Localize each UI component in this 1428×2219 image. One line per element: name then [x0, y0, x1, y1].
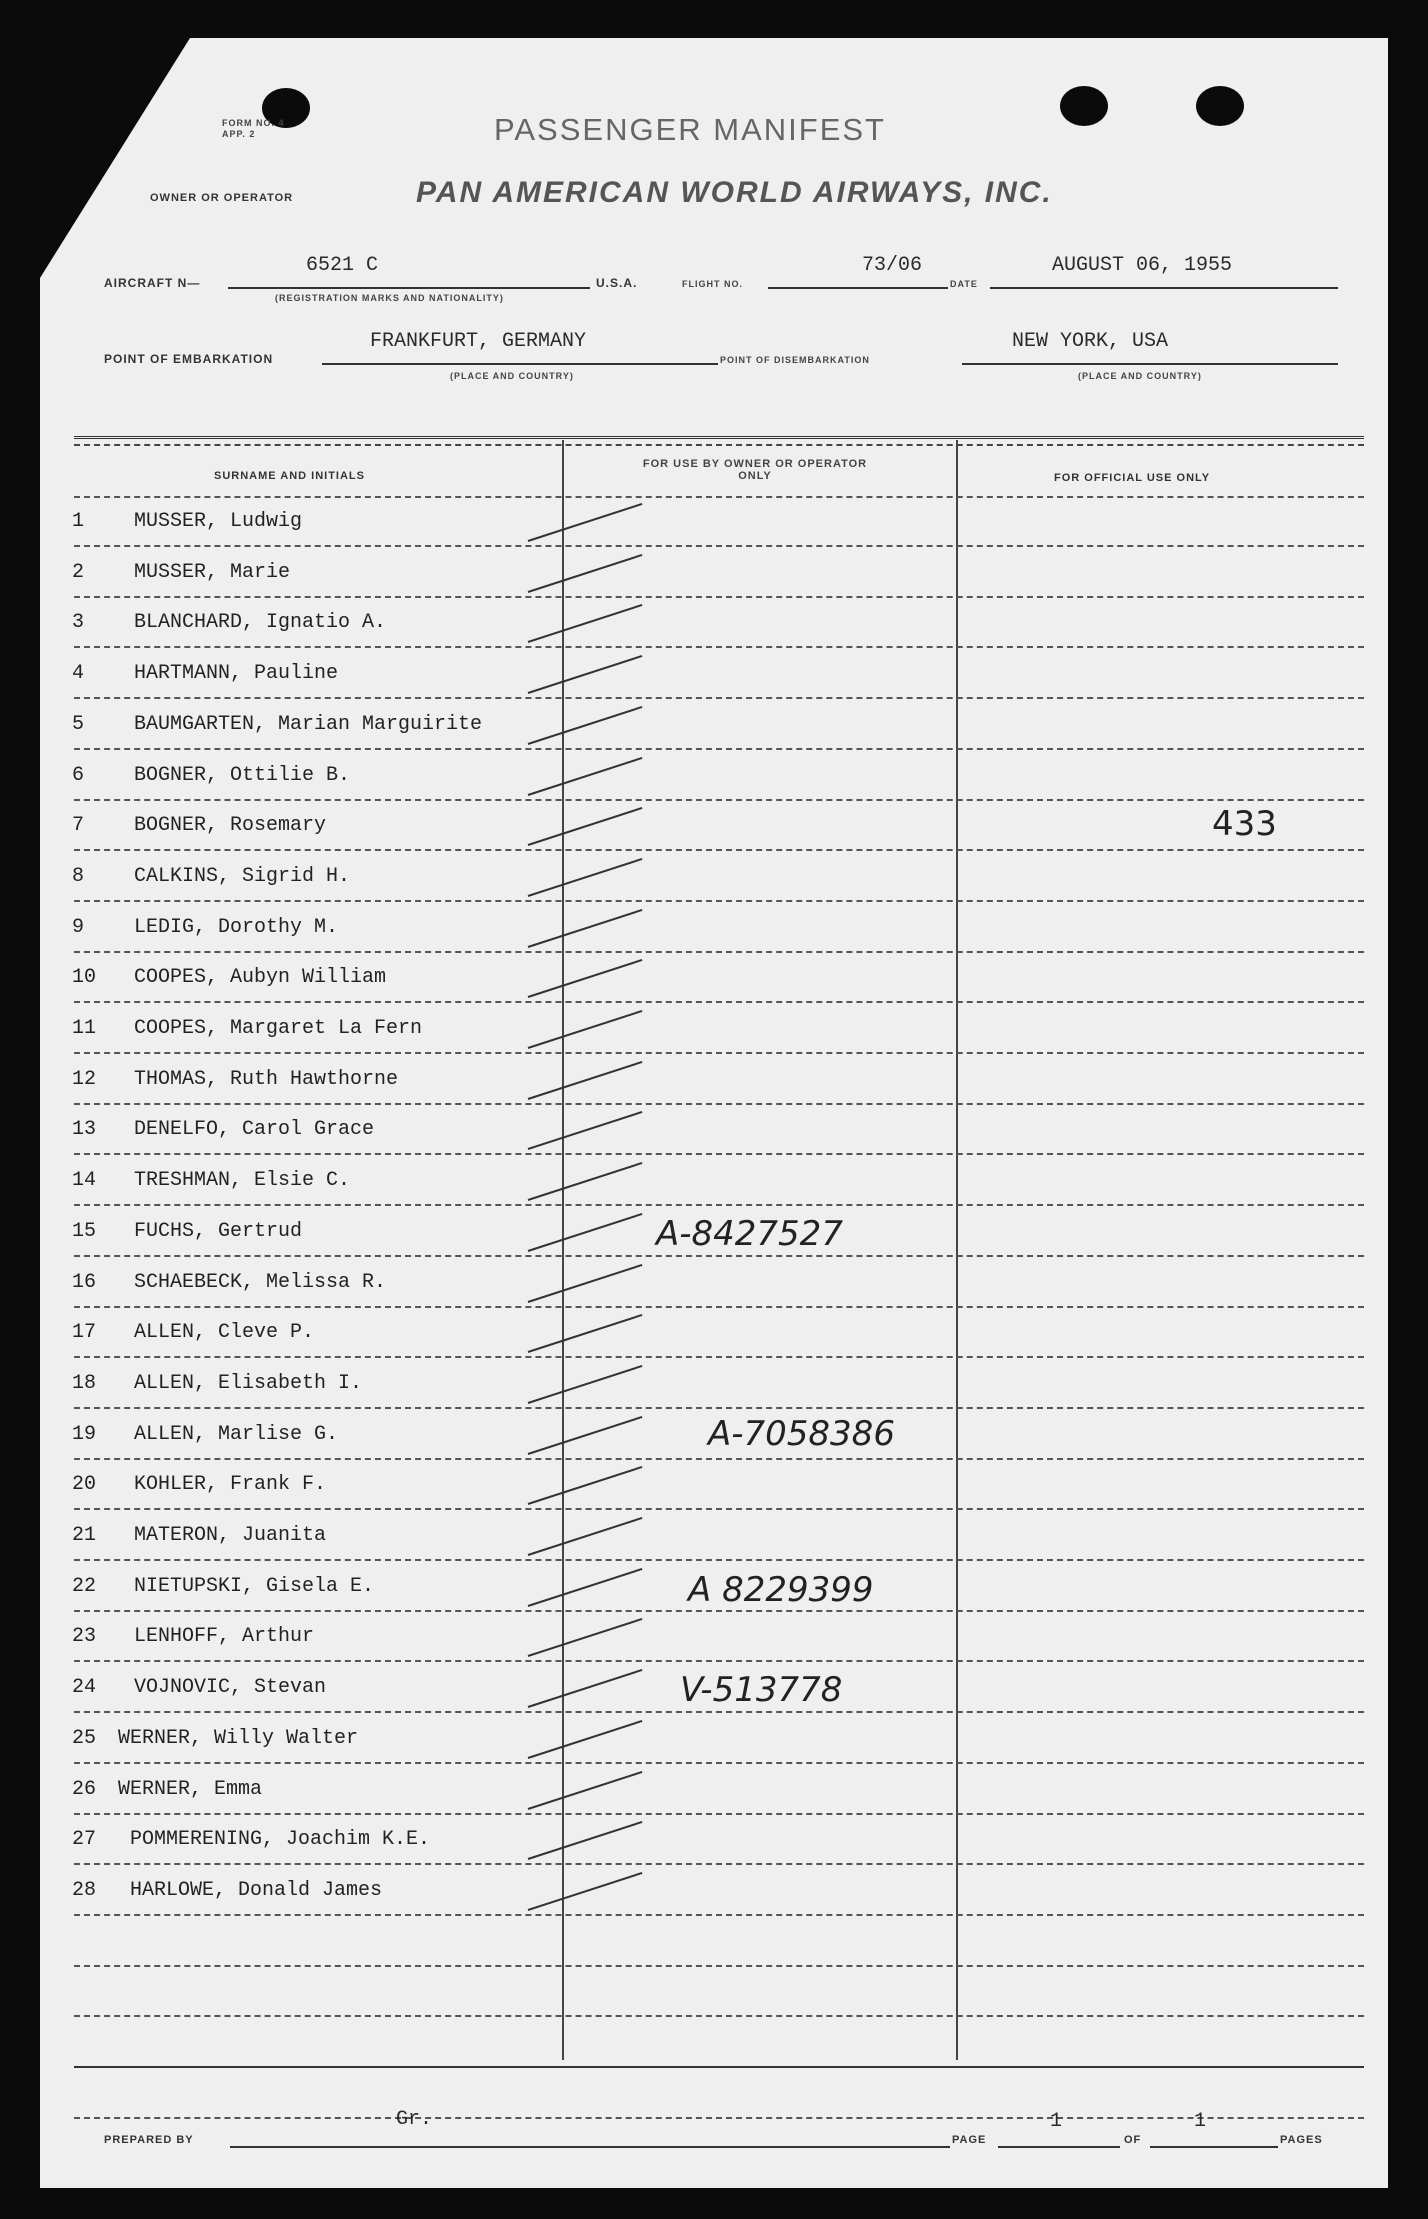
row-number: 16 — [72, 1270, 97, 1294]
disembarkation-label: POINT OF DISEMBARKATION — [720, 355, 870, 365]
date-line — [990, 287, 1338, 289]
row-rule — [74, 1508, 1364, 1510]
official-note: 433 — [1212, 804, 1277, 844]
manifest-title: PASSENGER MANIFEST — [494, 112, 886, 147]
table-top-rule — [74, 436, 1364, 439]
row-number: 3 — [72, 611, 85, 635]
passenger-name: ALLEN, Elisabeth I. — [134, 1371, 363, 1395]
row-number: 14 — [72, 1169, 97, 1193]
row-rule — [74, 748, 1364, 750]
page-value: 1 — [1050, 2110, 1063, 2133]
passenger-name: ALLEN, Cleve P. — [134, 1321, 315, 1345]
row-rule — [74, 596, 1364, 598]
row-number: 1 — [72, 510, 85, 533]
row-number: 26 — [72, 1777, 97, 1801]
date-value: AUGUST 06, 1955 — [1052, 254, 1233, 277]
country-label: U.S.A. — [596, 276, 638, 290]
flight-no-label: FLIGHT NO. — [682, 279, 743, 289]
row-number: 2 — [72, 560, 85, 584]
row-rule — [74, 1965, 1364, 1967]
row-rule — [74, 1407, 1364, 1409]
passenger-name: CALKINS, Sigrid H. — [134, 864, 351, 888]
embarkation-value: FRANKFURT, GERMANY — [370, 330, 587, 353]
row-number: 22 — [72, 1574, 97, 1598]
passenger-name: LENHOFF, Arthur — [134, 1625, 315, 1649]
row-number: 11 — [72, 1017, 97, 1040]
row-number: 8 — [72, 864, 85, 888]
of-label: OF — [1124, 2134, 1142, 2146]
handwritten-nietupski: A 8229399 — [688, 1570, 874, 1610]
flight-line — [768, 287, 948, 289]
row-rule — [74, 1153, 1364, 1155]
row-rule — [74, 1103, 1364, 1105]
row-rule — [74, 1001, 1364, 1003]
passenger-name: DENELFO, Carol Grace — [134, 1118, 375, 1142]
table-top-rule — [74, 444, 1364, 446]
passenger-name: SCHAEBECK, Melissa R. — [134, 1270, 387, 1294]
row-number: 17 — [72, 1321, 97, 1345]
passenger-name: POMMERENING, Joachim K.E. — [130, 1828, 431, 1852]
row-rule — [74, 1306, 1364, 1308]
passenger-name: FUCHS, Gertrud — [134, 1219, 303, 1243]
passenger-name: HARLOWE, Donald James — [130, 1878, 383, 1902]
passenger-name: WERNER, Willy Walter — [118, 1726, 359, 1750]
pages-label: PAGES — [1280, 2134, 1323, 2146]
footer-rule — [74, 2066, 1364, 2068]
row-number: 27 — [72, 1828, 97, 1852]
row-rule — [74, 1711, 1364, 1713]
passenger-name: LEDIG, Dorothy M. — [134, 915, 339, 939]
passenger-name: COOPES, Aubyn William — [134, 966, 387, 990]
aircraft-value: 6521 C — [306, 254, 379, 277]
official-column-header: FOR OFFICIAL USE ONLY — [1054, 472, 1211, 484]
aircraft-label: AIRCRAFT N— — [104, 276, 201, 290]
passenger-name: NIETUPSKI, Gisela E. — [134, 1574, 375, 1598]
handwritten-allen: A-7058386 — [708, 1414, 895, 1454]
passenger-name: TRESHMAN, Elsie C. — [134, 1169, 351, 1193]
row-rule — [74, 799, 1364, 801]
operator-column-header: FOR USE BY OWNER OR OPERATOR ONLY — [642, 458, 868, 482]
passenger-name: MATERON, Juanita — [134, 1524, 327, 1547]
of-line — [1150, 2146, 1278, 2148]
row-number: 28 — [72, 1878, 97, 1902]
row-rule — [74, 849, 1364, 851]
form-code — [222, 118, 285, 140]
row-rule — [74, 545, 1364, 547]
punch-hole — [1060, 86, 1108, 126]
row-rule — [74, 900, 1364, 902]
embarkation-label: POINT OF EMBARKATION — [104, 352, 274, 366]
names-column-header: SURNAME AND INITIALS — [214, 470, 365, 482]
disembark-line — [962, 363, 1338, 365]
row-rule — [74, 1204, 1364, 1206]
of-value: 1 — [1194, 2110, 1207, 2133]
registration-note: (REGISTRATION MARKS AND NATIONALITY) — [275, 293, 504, 303]
passenger-name: MUSSER, Ludwig — [134, 510, 303, 533]
form-code-line: APP. 2 — [222, 129, 256, 139]
passenger-name: THOMAS, Ruth Hawthorne — [134, 1067, 399, 1091]
row-number: 24 — [72, 1676, 97, 1700]
row-number: 5 — [72, 712, 85, 736]
handwritten-fuchs: A-8427527 — [656, 1214, 843, 1254]
row-number: 10 — [72, 966, 97, 990]
row-number: 9 — [72, 915, 85, 939]
passenger-name: MUSSER, Marie — [134, 560, 291, 584]
aircraft-line — [228, 287, 590, 289]
row-rule — [74, 1255, 1364, 1257]
punch-hole — [1196, 86, 1244, 126]
passenger-name: KOHLER, Frank F. — [134, 1473, 327, 1497]
row-rule — [74, 2117, 1364, 2119]
row-rule — [74, 1762, 1364, 1764]
prepared-line — [230, 2146, 950, 2148]
row-rule — [74, 951, 1364, 953]
row-number: 20 — [72, 1473, 97, 1497]
date-label: DATE — [950, 279, 978, 289]
row-rule — [74, 1052, 1364, 1054]
passenger-name: COOPES, Margaret La Fern — [134, 1017, 423, 1040]
row-number: 23 — [72, 1625, 97, 1649]
row-rule — [74, 646, 1364, 648]
row-number: 25 — [72, 1726, 97, 1750]
passenger-name: BAUMGARTEN, Marian Marguirite — [134, 712, 483, 736]
handwritten-vojnovic: V-513778 — [680, 1670, 843, 1710]
prepared-by-value: Gr. — [396, 2108, 433, 2131]
prepared-by-label: PREPARED BY — [104, 2134, 194, 2146]
passenger-name: BOGNER, Ottilie B. — [134, 763, 351, 787]
column-divider — [562, 440, 564, 2060]
passenger-name: ALLEN, Marlise G. — [134, 1422, 339, 1446]
row-rule — [74, 1813, 1364, 1815]
embark-note: (PLACE AND COUNTRY) — [450, 371, 574, 381]
row-number: 15 — [72, 1219, 97, 1243]
disembark-note: (PLACE AND COUNTRY) — [1078, 371, 1202, 381]
owner-operator-label: OWNER OR OPERATOR — [150, 192, 294, 204]
row-rule — [74, 2015, 1364, 2017]
row-number: 18 — [72, 1371, 97, 1395]
embark-line — [322, 363, 718, 365]
passenger-name: VOJNOVIC, Stevan — [134, 1676, 327, 1700]
passenger-name: BLANCHARD, Ignatio A. — [134, 611, 387, 635]
row-rule — [74, 1458, 1364, 1460]
row-rule — [74, 1559, 1364, 1561]
row-rule — [74, 697, 1364, 699]
row-rule — [74, 1356, 1364, 1358]
page-line — [998, 2146, 1120, 2148]
torn-corner — [40, 38, 190, 278]
row-number: 7 — [72, 814, 85, 838]
row-rule — [74, 1914, 1364, 1916]
row-number: 4 — [72, 662, 85, 686]
disembarkation-value: NEW YORK, USA — [1012, 330, 1169, 353]
row-number: 21 — [72, 1524, 97, 1547]
row-number: 6 — [72, 763, 85, 787]
column-divider — [956, 440, 958, 2060]
passenger-name: WERNER, Emma — [118, 1777, 263, 1801]
passenger-name: BOGNER, Rosemary — [134, 814, 327, 838]
operator-name: PAN AMERICAN WORLD AIRWAYS, INC. — [416, 176, 1053, 209]
row-rule — [74, 1660, 1364, 1662]
page-label: PAGE — [952, 2134, 987, 2146]
row-rule — [74, 1863, 1364, 1865]
passenger-name: HARTMANN, Pauline — [134, 662, 339, 686]
flight-value: 73/06 — [862, 254, 923, 277]
form-code-line: FORM NO. 4 — [222, 118, 285, 128]
row-number: 12 — [72, 1067, 97, 1091]
row-number: 13 — [72, 1118, 97, 1142]
header-rule — [74, 496, 1364, 498]
row-number: 19 — [72, 1422, 97, 1446]
